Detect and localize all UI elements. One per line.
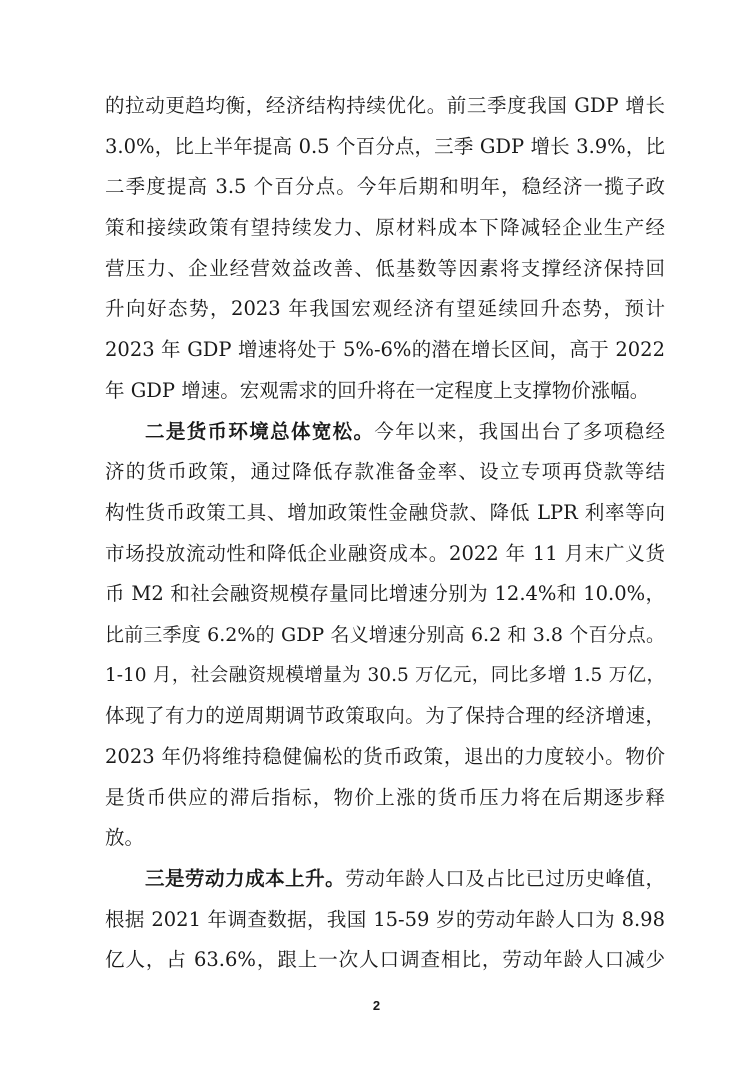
text-line: 营压力、企业经营效益改善、低基数等因素将支撑经济保持回	[105, 256, 665, 280]
body-text	[105, 86, 665, 981]
text-line: 是货币供应的滞后指标，物价上涨的货币压力将在后期逐步释	[105, 785, 665, 809]
page-number: 2	[372, 998, 381, 1013]
text-line: 市场投放流动性和降低企业融资成本。2022 年 11 月末广义货	[105, 541, 665, 565]
text-line: 构性货币政策工具、增加政策性金融贷款、降低 LPR 利率等向	[105, 500, 665, 524]
section-heading: 三是劳动力成本上升。	[145, 867, 346, 891]
section-heading: 二是货币环境总体宽松。	[145, 419, 375, 443]
text-line: 币 M2 和社会融资规模存量同比增速分别为 12.4%和 10.0%，	[105, 582, 665, 606]
text-line	[105, 412, 665, 453]
text-span: 今年以来，我国出台了多项稳经	[374, 419, 665, 443]
text-line: 年 GDP 增速。宏观需求的回升将在一定程度上支撑物价涨幅。	[105, 378, 650, 402]
text-line: 策和接续政策有望持续发力、原材料成本下降减轻企业生产经	[105, 216, 665, 240]
text-line: 1-10 月，社会融资规模增量为 30.5 万亿元，同比多增 1.5 万亿，	[105, 664, 665, 686]
text-line: 的拉动更趋均衡，经济结构持续优化。前三季度我国 GDP 增长	[105, 94, 665, 117]
text-line	[105, 859, 665, 900]
text-line: 升向好态势，2023 年我国宏观经济有望延续回升态势，预计	[105, 297, 665, 321]
text-line: 二季度提高 3.5 个百分点。今年后期和明年，稳经济一揽子政	[105, 175, 665, 199]
text-line: 比前三季度 6.2%的 GDP 名义增速分别高 6.2 和 3.8 个百分点。	[105, 623, 665, 646]
text-line: 2023 年 GDP 增速将处于 5%-6%的潜在增长区间，高于 2022	[105, 338, 665, 362]
text-line: 根据 2021 年调查数据，我国 15-59 岁的劳动年龄人口为 8.98	[105, 907, 665, 931]
text-line: 3.0%，比上半年提高 0.5 个百分点，三季 GDP 增长 3.9%，比	[105, 134, 665, 158]
text-line: 放。	[105, 826, 145, 850]
text-span: 劳动年龄人口及占比已过历史峰值，	[345, 867, 665, 891]
text-line: 体现了有力的逆周期调节政策取向。为了保持合理的经济增速，	[105, 704, 665, 728]
text-line: 2023 年仍将维持稳健偏松的货币政策，退出的力度较小。物价	[105, 745, 665, 768]
text-line: 济的货币政策，通过降低存款准备金率、设立专项再贷款等结	[105, 460, 665, 484]
text-line: 亿人，占 63.6%，跟上一次人口调查相比，劳动年龄人口减少	[105, 948, 665, 972]
